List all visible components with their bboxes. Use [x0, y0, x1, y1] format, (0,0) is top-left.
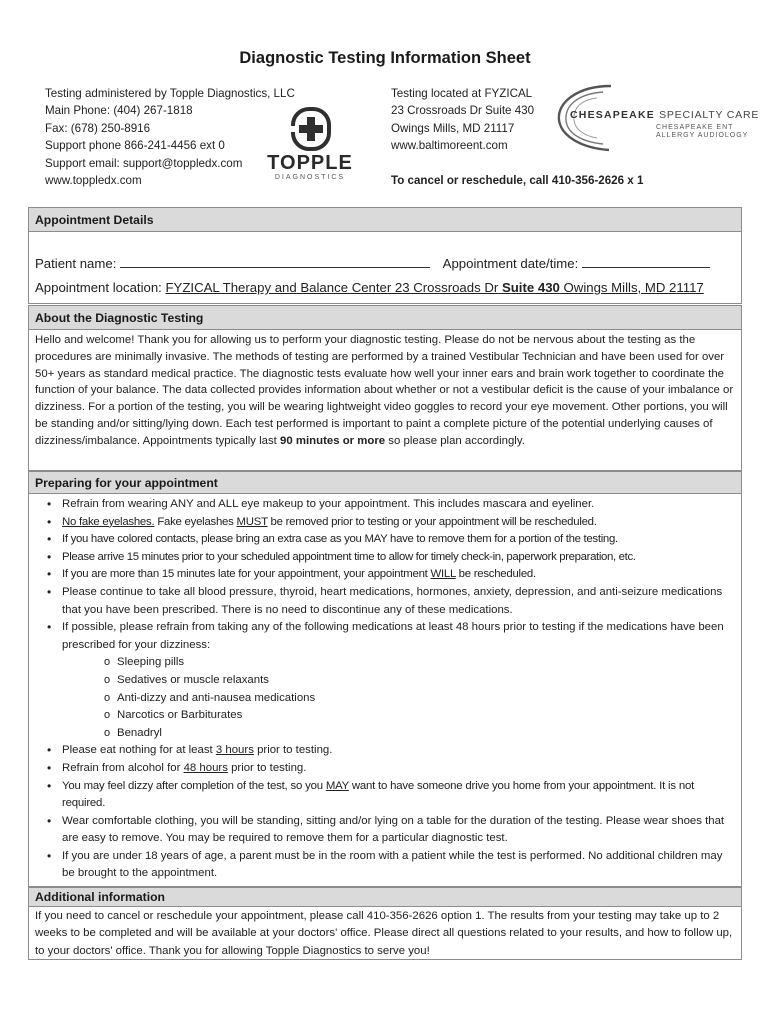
prep-text: want to have someone drive you home from your appointment. It is not required.	[62, 779, 695, 810]
prep-text: If you are more than 15 minutes late for your appointment, your appointment	[62, 568, 428, 581]
prep-text: Please continue to take all blood pressure, thyroid, heart medications, hormones, anxiety, depression, and anti-seizure medications that you have been prescribed. There is no need to discontinue any of these medications.	[62, 585, 723, 616]
page-title: Diagnostic Testing Information Sheet	[239, 49, 531, 67]
patient-name-field[interactable]	[120, 254, 430, 268]
preparation-list	[35, 496, 735, 883]
contact-line: Support email: support@toppledx.com	[45, 156, 243, 170]
location-line: www.baltimoreent.com	[391, 139, 508, 153]
medication-item: o Narcotics or Barbiturates	[62, 707, 735, 725]
contact-line: Testing administered by Topple Diagnostics, LLC	[45, 87, 295, 100]
contact-line: Fax: (678) 250-8916	[45, 121, 151, 135]
preparing-heading: Preparing for your appointment	[29, 472, 741, 494]
prep-emphasis: No fake eyelashes.	[62, 515, 155, 528]
list-item	[35, 619, 735, 742]
preparing-section	[28, 471, 742, 887]
contact-line: Support phone 866-241-4456 ext 0	[45, 139, 225, 153]
appointment-location-value	[166, 280, 704, 295]
preparing-body	[29, 494, 741, 883]
list-item	[35, 531, 735, 549]
chesapeake-name-light: SPECIALTY CARE	[659, 109, 760, 121]
medication-item: o Sleeping pills	[62, 654, 735, 672]
medication-item: o Anti-dizzy and anti-nausea medications	[62, 690, 735, 708]
cancel-notice: To cancel or reschedule, call 410-356-2626 x 1	[391, 173, 644, 187]
appointment-location-label: Appointment location:	[35, 280, 162, 295]
location-part2: Owings Mills, MD 21117	[563, 280, 704, 295]
topple-logo	[266, 106, 354, 186]
prep-emphasis: MAY	[325, 779, 349, 792]
about-duration: 90 minutes or more	[280, 434, 386, 447]
prep-emphasis: MUST	[236, 515, 268, 528]
location-suite: Suite 430	[501, 280, 560, 295]
location-line: Owings Mills, MD 21117	[391, 121, 515, 135]
prep-text: You may feel dizzy after completion of the test, so you	[62, 779, 323, 792]
contact-line: www.toppledx.com	[45, 174, 142, 188]
topple-cross-icon	[290, 106, 332, 152]
medication-list	[62, 654, 735, 742]
topple-wordmark: TOPPLE	[267, 152, 353, 174]
prep-text: If you are under 18 years of age, a parent must be in the room with a patient while the test is performed. No additional children may be brought to the appointment.	[62, 849, 723, 880]
appointment-datetime-field[interactable]	[582, 254, 710, 268]
about-testing-heading: About the Diagnostic Testing	[29, 306, 741, 330]
prep-text: If possible, please refrain from taking any of the following medications at least 48 hours prior to testing if the medications have been prescribed for your dizziness:	[62, 621, 724, 651]
list-item	[35, 514, 735, 532]
chesapeake-sub1: CHESAPEAKE ENT	[656, 124, 734, 131]
list-item	[35, 778, 735, 813]
additional-info-section	[28, 887, 742, 960]
medication-item: o Benadryl	[62, 725, 735, 743]
prep-text: Refrain from alcohol for	[62, 761, 181, 774]
topple-subtitle: DIAGNOSTICS	[274, 174, 346, 181]
prep-emphasis: 48 hours	[183, 761, 228, 774]
appointment-details-section	[28, 207, 742, 304]
about-testing-body	[29, 330, 741, 452]
prep-text: Please eat nothing for at least	[62, 744, 213, 757]
location-line: Testing located at FYZICAL	[391, 87, 533, 100]
topple-contact-block	[45, 85, 295, 189]
appointment-datetime-label: Appointment date/time:	[442, 256, 579, 271]
list-item	[35, 584, 735, 619]
prep-text: If you have colored contacts, please bring an extra case as you MAY have to remove them for a portion of the testing.	[62, 533, 618, 546]
list-item	[35, 549, 735, 567]
patient-date-row	[35, 254, 710, 271]
about-testing-section	[28, 305, 742, 471]
location-line: 23 Crossroads Dr Suite 430	[391, 104, 535, 118]
chesapeake-sub2: ALLERGY AUDIOLOGY	[656, 132, 749, 139]
list-item	[35, 742, 735, 760]
prep-emphasis: 3 hours	[215, 744, 254, 757]
chesapeake-logo	[553, 80, 760, 156]
about-body-text: Hello and welcome! Thank you for allowing us to perform your diagnostic testing. Please do not be nervous about the testing as the procedures are minimally invasive. The methods of testing are performed by a trained Vestibular Technician and have been used for over 50+ years as standard medical practice. The diagnostic tests evaluate how well your inner ears and brain work together to coordinate the function of your balance. The data collected provides information about whether or not a vestibular deficit is the cause of your imbalance or dizziness. For a portion of the testing, you will be wearing lightweight video goggles to record your eye movement. Other portions, you will be standing and/or sitting/lying down. Each test performed is important to paint a complete picture of the potential underlying causes of dizziness/imbalance. Appointments typically last	[35, 334, 734, 447]
additional-info-body: If you need to cancel or reschedule your appointment, please call 410-356-2626 option 1. The results from your testing may take up to 2 weeks to be completed and will be available at your doctors' office. Please direct all questions related to your results, and how to follow up, to your doctors' office. Thank you for allowing Topple Diagnostics to serve you!	[35, 910, 733, 957]
patient-name-label: Patient name:	[35, 256, 117, 271]
chesapeake-name	[570, 109, 759, 121]
chesapeake-name-bold: CHESAPEAKE	[570, 109, 655, 121]
prep-text: Refrain from wearing ANY and ALL eye makeup to your appointment. This includes mascara and eyeliner.	[62, 498, 595, 510]
prep-text: prior to testing.	[257, 744, 333, 757]
list-item	[35, 813, 735, 848]
location-part1: FYZICAL Therapy and Balance Center 23 Crossroads Dr	[165, 280, 499, 295]
contact-line: Main Phone: (404) 267-1818	[45, 104, 193, 118]
about-body-tail: so please plan accordingly.	[388, 434, 525, 447]
prep-text: prior to testing.	[231, 761, 307, 774]
list-item	[35, 496, 735, 514]
prep-text: be rescheduled.	[458, 568, 536, 581]
prep-text: Fake eyelashes	[157, 515, 234, 528]
prep-emphasis: WILL	[430, 568, 456, 581]
prep-text: Wear comfortable clothing, you will be standing, sitting and/or lying on a table for the duration of the testing. Please wear shoes that are easy to remove. You may be required to remove them for a particular diagnostic test.	[62, 814, 725, 845]
appointment-details-heading: Appointment Details	[29, 208, 741, 232]
list-item	[35, 848, 735, 883]
prep-text: Please arrive 15 minutes prior to your scheduled appointment time to allow for timely check-in, paperwork preparation, etc.	[62, 550, 636, 563]
medication-item: o Sedatives or muscle relaxants	[62, 672, 735, 690]
location-row	[35, 280, 704, 295]
prep-text: be removed prior to testing or your appointment will be rescheduled.	[270, 515, 597, 528]
list-item	[35, 566, 735, 584]
additional-info-heading: Additional information	[29, 888, 741, 907]
list-item	[35, 760, 735, 778]
